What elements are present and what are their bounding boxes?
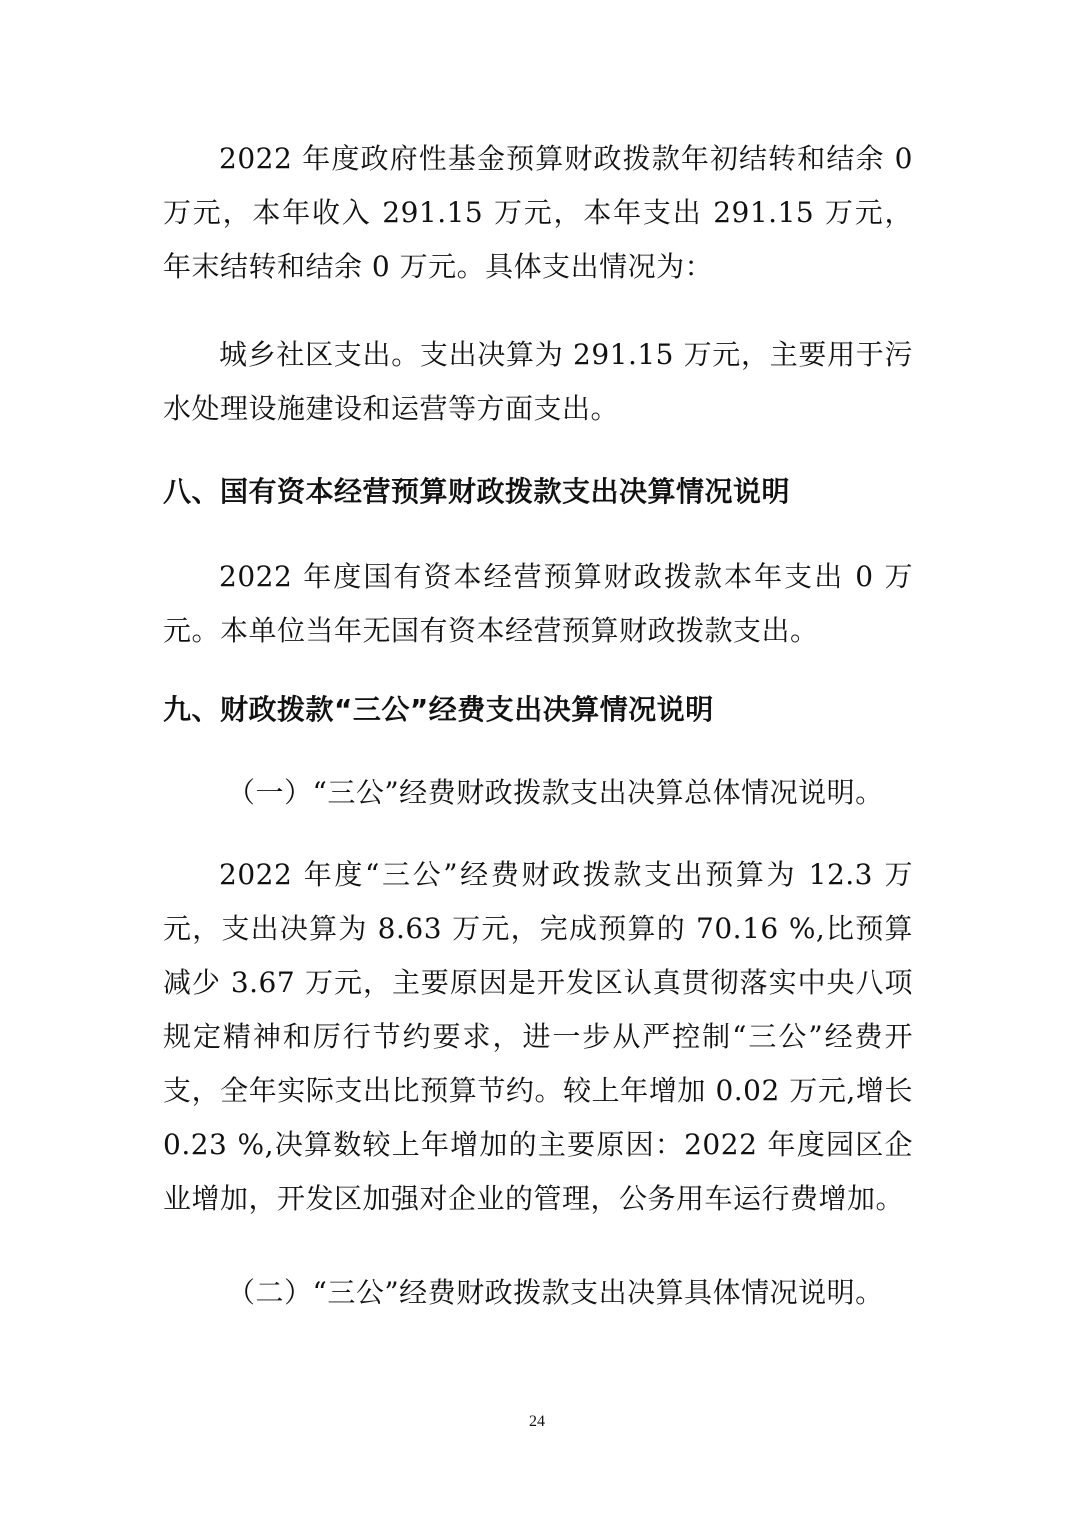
urban-rural-expenditure-paragraph: 城乡社区支出。支出决算为 291.15 万元，主要用于污水处理设施建设和运营等方面支出。 bbox=[163, 338, 913, 425]
section-8-heading: 八、国有资本经营预算财政拨款支出决算情况说明 bbox=[163, 475, 791, 508]
subsection-2-heading: （二）“三公”经费财政拨款支出决算具体情况说明。 bbox=[227, 1276, 884, 1309]
subsection-1-heading: （一）“三公”经费财政拨款支出决算总体情况说明。 bbox=[227, 776, 884, 809]
page-number: 24 bbox=[529, 1413, 545, 1430]
section-9-heading: 九、财政拨款“三公”经费支出决算情况说明 bbox=[163, 693, 714, 726]
three-public-expenses-paragraph: 2022 年度“三公”经费财政拨款支出预算为 12.3 万元，支出决算为 8.63 万元，完成预算的 70.16 %,比预算减少 3.67 万元，主要原因是开发区认真贯彻落实中央八项规定精神和厉行节约要求，进一步从严控制“三公”经费开支，全年实际支出比预算节约。较上年增加 0.02 万元,增长 0.23 %,决算数较上年增加的主要原因：2022 年度园区企业增加，开发区加强对企业的管理，公务用车运行费增加。 bbox=[163, 858, 913, 1215]
state-capital-paragraph: 2022 年度国有资本经营预算财政拨款本年支出 0 万元。本单位当年无国有资本经营预算财政拨款支出。 bbox=[163, 560, 913, 647]
fund-budget-paragraph: 2022 年度政府性基金预算财政拨款年初结转和结余 0 万元，本年收入 291.15 万元，本年支出 291.15 万元，年末结转和结余 0 万元。具体支出情况为： bbox=[163, 142, 913, 283]
